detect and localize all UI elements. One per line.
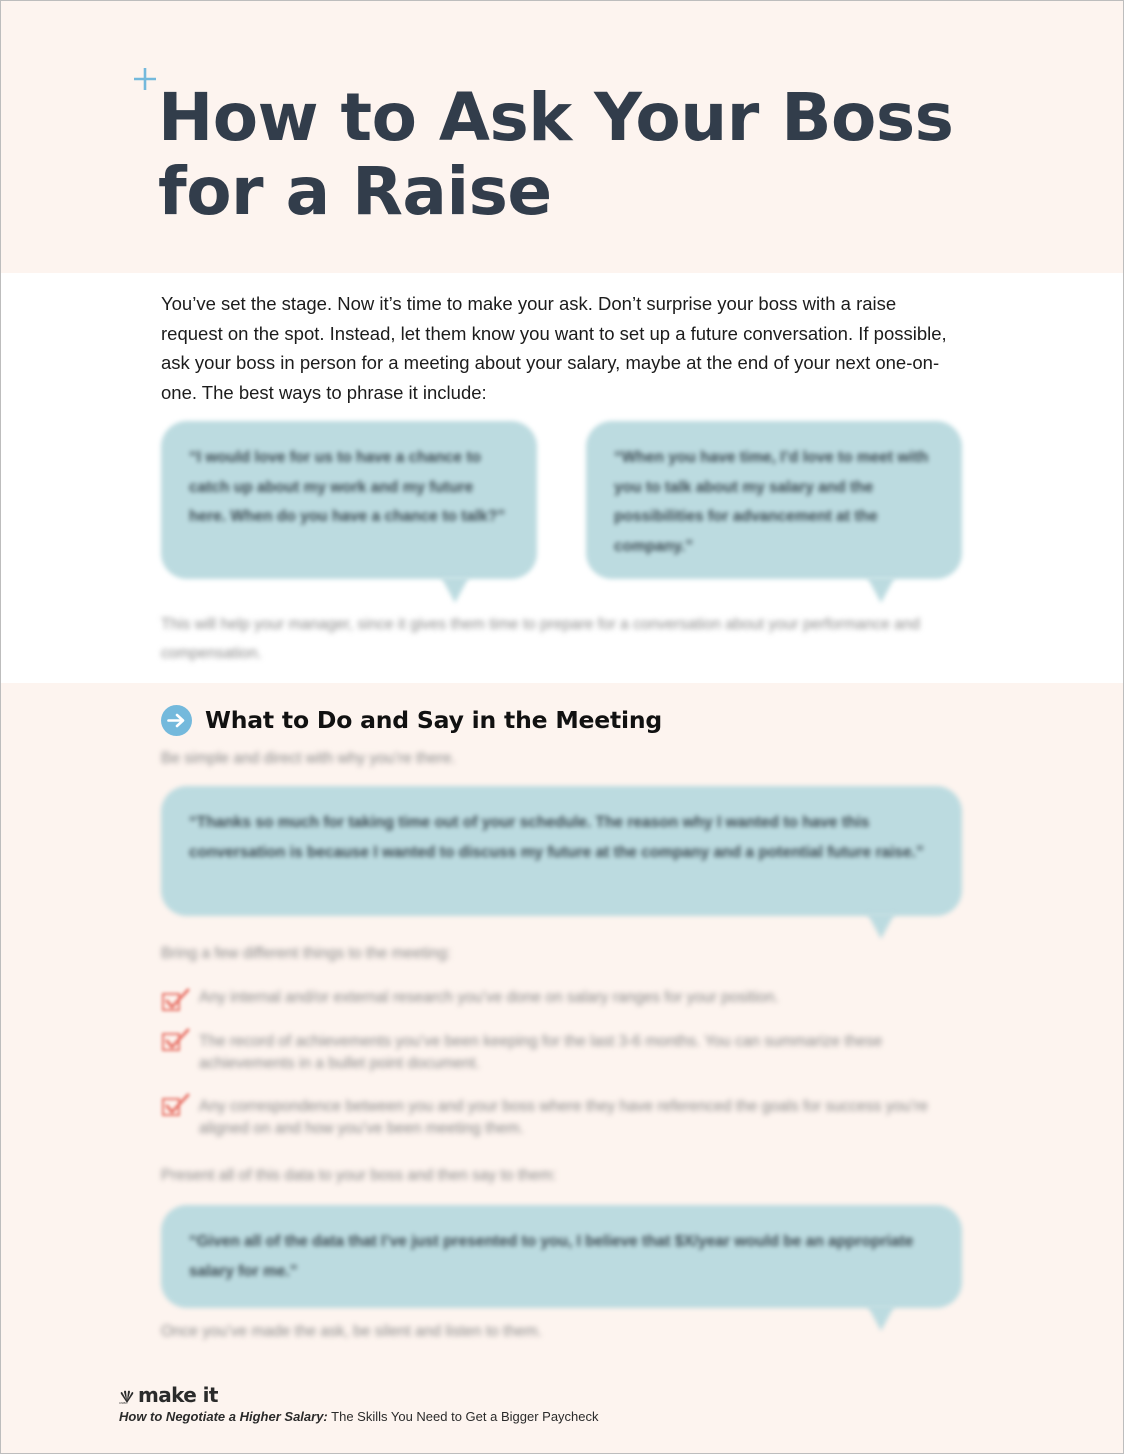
quote-text-1: “I would love for us to have a chance to catch up about my work and my future here. When do you have a chance to talk?” <box>189 449 506 525</box>
quote-text-4: “Given all of the data that I’ve just presented to you, I believe that $X/year would be an appropriate salary for me.” <box>189 1233 914 1280</box>
section-lead: Be simple and direct with why you’re there. <box>161 750 456 767</box>
checklist-item-1: Any internal and/or external research you’ve done on salary ranges for your position. <box>199 989 779 1006</box>
after-quotes-text: This will help your manager, since it gives them time to prepare for a conversation about your performance and compensation. <box>161 616 921 662</box>
brand-logo <box>119 1383 218 1407</box>
footer-guide-title <box>119 1409 599 1424</box>
peacock-icon <box>119 1390 135 1404</box>
checklist-item-3: Any correspondence between you and your boss where they have referenced the goals for success you’re aligned on and how you’ve been meeting them. <box>199 1098 928 1137</box>
quote-text-2: “When you have time, I’d love to meet with you to talk about my salary and the possibilities for advancement at the company.” <box>614 449 929 555</box>
page-title <box>158 81 978 229</box>
title-line-1: How to Ask Your Boss <box>158 79 954 156</box>
quote-bubble-3-tail <box>867 913 895 939</box>
plus-icon <box>131 65 159 93</box>
title-line-2: for a Raise <box>158 153 552 230</box>
quote-bubble-1-tail <box>441 577 469 603</box>
quote-bubble-2-tail <box>867 577 895 603</box>
quote-bubble-1 <box>161 421 537 579</box>
brand-name: make it <box>138 1383 218 1407</box>
quote-text-3: “Thanks so much for taking time out of your schedule. The reason why I wanted to have this conversation is because I wanted to discuss my future at the company and a potential future raise.” <box>189 814 924 861</box>
quote-bubble-4 <box>161 1205 962 1308</box>
arrow-right-icon <box>161 705 192 736</box>
present-text: Present all of this data to your boss and then say to them: <box>161 1167 557 1184</box>
checkmark-icon <box>161 1092 191 1118</box>
intro-paragraph: You’ve set the stage. Now it’s time to make your ask. Don’t surprise your boss with a raise request on the spot. Instead, let them know you want to set up a future conversation. If possible, ask your boss in person for a meeting about your salary, maybe at the end of your next one-on-one. The best ways to phrase it include: <box>161 293 947 403</box>
brand-small-text: CNBC <box>119 1401 128 1404</box>
guide-subtitle: The Skills You Need to Get a Bigger Paycheck <box>327 1409 599 1424</box>
quote-bubble-3 <box>161 786 962 916</box>
quote-bubble-2 <box>586 421 962 579</box>
closing-text: Once you’ve made the ask, be silent and listen to them. <box>161 1323 542 1340</box>
checkmark-icon <box>161 1027 191 1053</box>
section-heading: What to Do and Say in the Meeting <box>205 706 663 734</box>
checkmark-icon <box>161 987 191 1013</box>
bring-intro: Bring a few different things to the meeting: <box>161 945 452 962</box>
section-heading-row <box>161 703 662 737</box>
guide-title: How to Negotiate a Higher Salary: <box>119 1409 328 1424</box>
checklist-item-2: The record of achievements you’ve been keeping for the last 3-6 months. You can summarize these achievements in a bullet point document. <box>199 1033 883 1072</box>
